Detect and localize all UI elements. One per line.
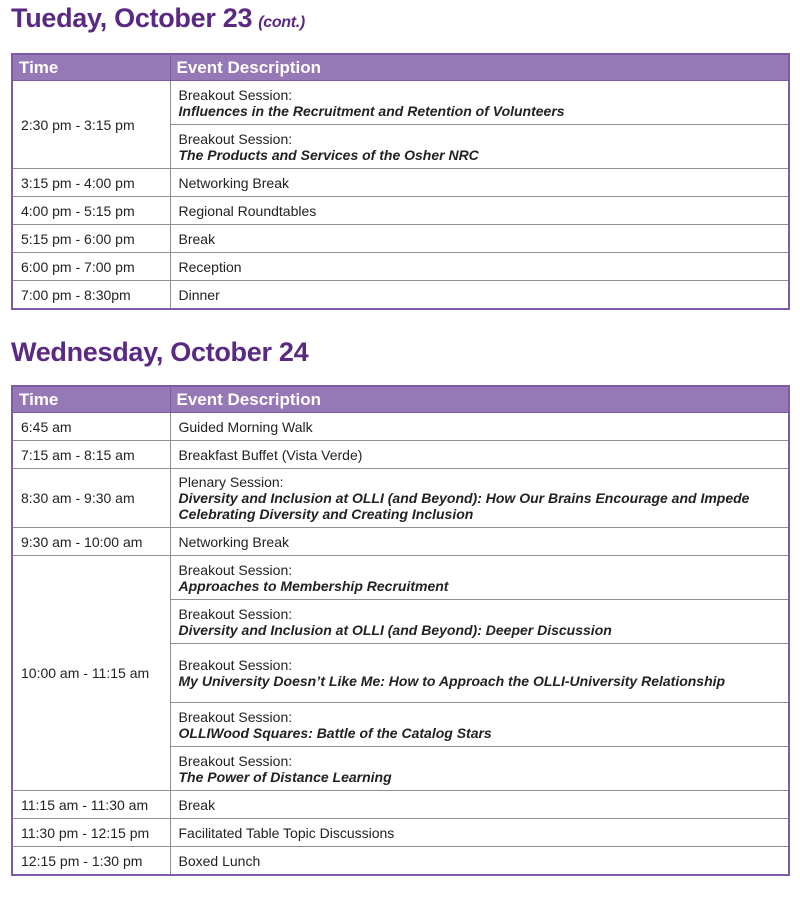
session-title: Influences in the Recruitment and Retention of Volunteers [178,102,565,119]
session-title: The Power of Distance Learning [178,768,392,785]
day-heading-tuesday [11,3,305,34]
table-row [12,281,789,310]
time-cell: 7:00 pm - 8:30pm [12,281,170,310]
table-row [12,791,789,819]
table-row [12,441,789,469]
schedule-table-wednesday [11,385,790,876]
time-cell: 11:30 pm - 12:15 pm [12,819,170,847]
event-cell [170,747,789,791]
session-title: OLLIWood Squares: Battle of the Catalog Stars [178,724,492,741]
time-cell: 5:15 pm - 6:00 pm [12,225,170,253]
table-row [12,528,789,556]
session-type: Plenary Session: [178,474,284,490]
time-column-header: Time [12,386,170,413]
table-row [12,169,789,197]
event-column-header: Event Description [170,386,789,413]
event-cell: Guided Morning Walk [170,413,789,441]
event-cell [170,556,789,600]
session-type: Breakout Session: [178,752,293,769]
day-title: Tueday, October 23 [11,3,253,33]
table-row [12,819,789,847]
event-cell: Dinner [170,281,789,310]
continued-note: (cont.) [258,14,305,31]
session-title: Diversity and Inclusion at OLLI (and Beyond): How Our Brains Encourage and Impede Celebrating Diversity and Creating Inclusion [178,490,750,522]
event-cell [170,600,789,644]
table-row [12,413,789,441]
table-row [12,847,789,876]
session-type: Breakout Session: [178,130,293,147]
time-cell: 7:15 am - 8:15 am [12,441,170,469]
event-cell: Regional Roundtables [170,197,789,225]
session-type: Breakout Session: [178,708,293,725]
event-cell [170,125,789,169]
event-cell: Networking Break [170,528,789,556]
session-type: Breakout Session: [178,561,293,578]
event-cell: Facilitated Table Topic Discussions [170,819,789,847]
session-title: Approaches to Membership Recruitment [178,577,449,594]
time-column-header: Time [12,54,170,81]
table-header-row [12,386,789,413]
event-cell: Break [170,791,789,819]
session-title: Diversity and Inclusion at OLLI (and Beyond): Deeper Discussion [178,621,612,638]
time-cell: 6:00 pm - 7:00 pm [12,253,170,281]
time-cell: 3:15 pm - 4:00 pm [12,169,170,197]
schedule-table-tuesday [11,53,790,310]
time-cell: 10:00 am - 11:15 am [12,556,170,791]
session-type: Breakout Session: [178,657,293,673]
time-cell: 8:30 am - 9:30 am [12,469,170,528]
session-type: Breakout Session: [178,605,293,622]
event-cell [170,469,789,528]
table-header-row [12,54,789,81]
time-cell: 9:30 am - 10:00 am [12,528,170,556]
event-cell: Networking Break [170,169,789,197]
time-cell: 11:15 am - 11:30 am [12,791,170,819]
event-cell [170,644,789,703]
event-cell: Breakfast Buffet (Vista Verde) [170,441,789,469]
day-heading-wednesday [11,337,308,368]
session-title: The Products and Services of the Osher NRC [178,146,479,163]
event-cell: Break [170,225,789,253]
table-row [12,81,789,125]
day-title: Wednesday, October 24 [11,337,309,367]
table-row [12,253,789,281]
event-cell [170,81,789,125]
event-cell [170,703,789,747]
table-row [12,197,789,225]
event-cell: Reception [170,253,789,281]
table-row [12,469,789,528]
table-row [12,556,789,600]
time-cell: 4:00 pm - 5:15 pm [12,197,170,225]
session-type: Breakout Session: [178,86,293,103]
event-cell: Boxed Lunch [170,847,789,876]
time-cell: 6:45 am [12,413,170,441]
time-cell: 2:30 pm - 3:15 pm [12,81,170,169]
table-row [12,225,789,253]
session-title: My University Doesn’t Like Me: How to Approach the OLLI-University Relationship [178,673,726,689]
time-cell: 12:15 pm - 1:30 pm [12,847,170,876]
event-column-header: Event Description [170,54,789,81]
